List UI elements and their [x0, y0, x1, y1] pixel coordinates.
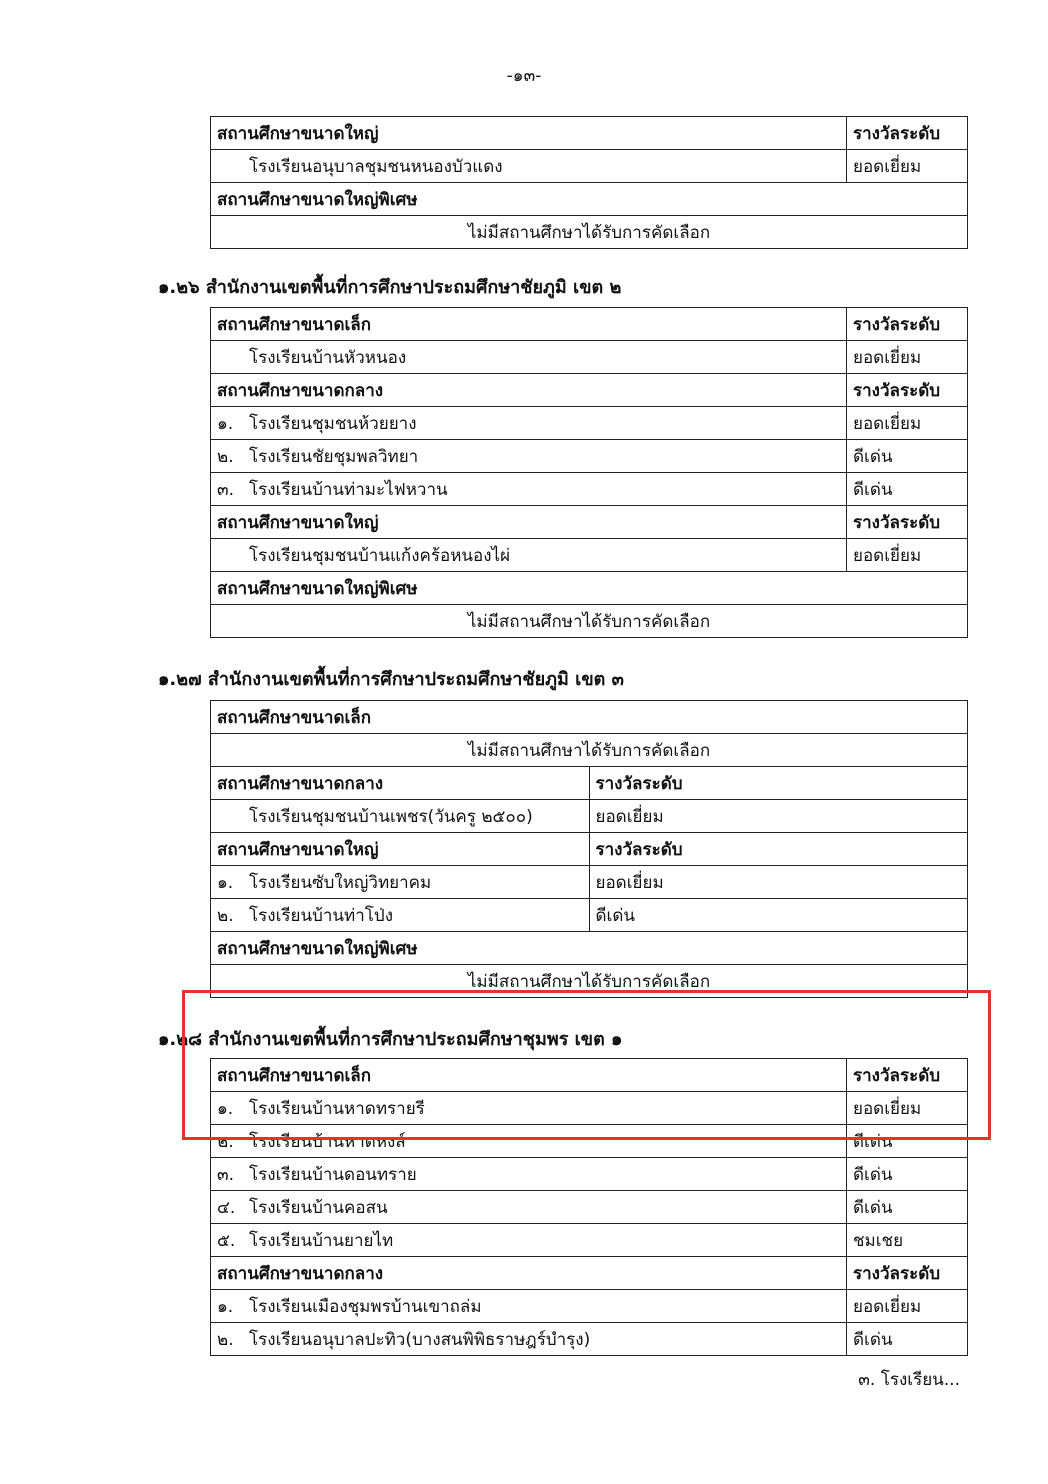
row-number: ๓. [217, 1164, 235, 1185]
row-number: ๒. [217, 905, 234, 926]
category-row [211, 308, 968, 341]
award-level: ดีเด่น [847, 1323, 968, 1356]
award-level: ดีเด่น [847, 473, 968, 506]
category-row [211, 1257, 968, 1290]
category-row [211, 117, 968, 150]
category-label: สถานศึกษาขนาดใหญ่พิเศษ [211, 183, 968, 216]
row-number: ๑. [217, 1296, 234, 1317]
school-name: โรงเรียนบ้านดอนทราย [249, 1164, 417, 1185]
continue-note: ๓. โรงเรียน... [858, 1370, 960, 1390]
award-level: ยอดเยี่ยม [589, 866, 968, 899]
award-level-header: รางวัลระดับ [847, 506, 968, 539]
row-number [217, 344, 249, 371]
school-name: โรงเรียนอนุบาลชุมชนหนองบัวแดง [249, 156, 503, 177]
category-label: สถานศึกษาขนาดเล็ก [211, 701, 968, 734]
category-label: สถานศึกษาขนาดกลาง [211, 1257, 847, 1290]
school-name: โรงเรียนบ้านหาดหงส์ [249, 1131, 406, 1152]
row-number [217, 153, 249, 180]
school-row [211, 800, 968, 833]
school-row [211, 1158, 968, 1191]
row-number: ๑. [217, 413, 234, 434]
school-row [211, 1290, 968, 1323]
school-name: โรงเรียนอนุบาลปะทิว(บางสนพิพิธราษฎร์บำรุง) [249, 1329, 591, 1350]
award-level: ยอดเยี่ยม [847, 341, 968, 374]
school-row [211, 539, 968, 572]
award-level-header: รางวัลระดับ [847, 1059, 968, 1092]
award-level-header: รางวัลระดับ [589, 767, 968, 800]
category-row [211, 506, 968, 539]
school-name: โรงเรียนชุมชนห้วยยาง [249, 413, 417, 434]
school-name: โรงเรียนชุมชนบ้านแก้งคร้อหนองไผ่ [249, 545, 511, 566]
category-row [211, 932, 968, 965]
category-row [211, 183, 968, 216]
row-number: ๒. [217, 1329, 234, 1350]
award-level-header: รางวัลระดับ [847, 308, 968, 341]
school-name: โรงเรียนบ้านท่ามะไฟหวาน [249, 479, 448, 500]
school-name: โรงเรียนบ้านคอสน [249, 1197, 388, 1218]
row-number: ๒. [217, 446, 234, 467]
no-selection-row [211, 965, 968, 998]
row-number: ๑. [217, 872, 234, 893]
award-table [210, 307, 968, 638]
category-row [211, 701, 968, 734]
category-label: สถานศึกษาขนาดใหญ่พิเศษ [211, 932, 968, 965]
school-row [211, 407, 968, 440]
row-number: ๒. [217, 1131, 234, 1152]
category-row [211, 572, 968, 605]
section-heading: ๑.๒๗ สำนักงานเขตพื้นที่การศึกษาประถมศึกษาชัยภูมิ เขต ๓ [158, 669, 624, 690]
no-selection-row [211, 216, 968, 249]
row-number: ๕. [217, 1230, 236, 1251]
award-level: ยอดเยี่ยม [847, 1092, 968, 1125]
school-row [211, 1092, 968, 1125]
award-table [210, 700, 968, 998]
award-level: ยอดเยี่ยม [847, 539, 968, 572]
category-label: สถานศึกษาขนาดกลาง [211, 374, 847, 407]
school-row [211, 866, 968, 899]
award-level: ดีเด่น [589, 899, 968, 932]
category-label: สถานศึกษาขนาดเล็ก [211, 308, 847, 341]
award-level: ยอดเยี่ยม [847, 1290, 968, 1323]
no-selection-row [211, 605, 968, 638]
no-selection-text: ไม่มีสถานศึกษาได้รับการคัดเลือก [211, 605, 968, 638]
category-label: สถานศึกษาขนาดใหญ่ [211, 117, 847, 150]
school-name: โรงเรียนบ้านหาดทรายรี [249, 1098, 425, 1119]
row-number: ๓. [217, 479, 235, 500]
award-level: ยอดเยี่ยม [847, 150, 968, 183]
award-level-header: รางวัลระดับ [847, 117, 968, 150]
category-row [211, 833, 968, 866]
category-label: สถานศึกษาขนาดกลาง [211, 767, 590, 800]
school-row [211, 440, 968, 473]
no-selection-text: ไม่มีสถานศึกษาได้รับการคัดเลือก [211, 216, 968, 249]
category-label: สถานศึกษาขนาดใหญ่ [211, 833, 590, 866]
school-name: โรงเรียนชัยชุมพลวิทยา [249, 446, 419, 467]
no-selection-text: ไม่มีสถานศึกษาได้รับการคัดเลือก [211, 965, 968, 998]
category-row [211, 374, 968, 407]
school-row [211, 1224, 968, 1257]
category-label: สถานศึกษาขนาดใหญ่พิเศษ [211, 572, 968, 605]
school-row [211, 473, 968, 506]
school-name: โรงเรียนบ้านท่าโป่ง [249, 905, 394, 926]
award-level: ดีเด่น [847, 1191, 968, 1224]
school-row [211, 899, 968, 932]
award-level: ดีเด่น [847, 440, 968, 473]
award-level: ดีเด่น [847, 1158, 968, 1191]
school-name: โรงเรียนชุมชนบ้านเพชร(วันครู ๒๕๐๐) [249, 806, 533, 827]
award-table [210, 1058, 968, 1356]
award-level-header: รางวัลระดับ [847, 1257, 968, 1290]
award-table [210, 116, 968, 249]
school-name: โรงเรียนบ้านหัวหนอง [249, 347, 407, 368]
row-number [217, 542, 249, 569]
school-name: โรงเรียนบ้านยายไท [249, 1230, 394, 1251]
no-selection-text: ไม่มีสถานศึกษาได้รับการคัดเลือก [211, 734, 968, 767]
category-row [211, 1059, 968, 1092]
category-row [211, 767, 968, 800]
row-number: ๑. [217, 1098, 234, 1119]
no-selection-row [211, 734, 968, 767]
school-name: โรงเรียนเมืองชุมพรบ้านเขาถล่ม [249, 1296, 482, 1317]
school-row [211, 1191, 968, 1224]
section-heading: ๑.๒๘ สำนักงานเขตพื้นที่การศึกษาประถมศึกษาชุมพร เขต ๑ [158, 1029, 623, 1050]
page-number: -๑๓- [506, 66, 542, 86]
category-label: สถานศึกษาขนาดใหญ่ [211, 506, 847, 539]
school-row [211, 150, 968, 183]
section-heading: ๑.๒๖ สำนักงานเขตพื้นที่การศึกษาประถมศึกษาชัยภูมิ เขต ๒ [158, 277, 622, 298]
row-number: ๔. [217, 1197, 236, 1218]
school-name: โรงเรียนซับใหญ่วิทยาคม [249, 872, 432, 893]
award-level-header: รางวัลระดับ [589, 833, 968, 866]
row-number [217, 803, 249, 830]
school-row [211, 1323, 968, 1356]
award-level: ดีเด่น [847, 1125, 968, 1158]
award-level: ยอดเยี่ยม [589, 800, 968, 833]
category-label: สถานศึกษาขนาดเล็ก [211, 1059, 847, 1092]
award-level: ยอดเยี่ยม [847, 407, 968, 440]
award-level: ชมเชย [847, 1224, 968, 1257]
school-row [211, 341, 968, 374]
award-level-header: รางวัลระดับ [847, 374, 968, 407]
school-row [211, 1125, 968, 1158]
